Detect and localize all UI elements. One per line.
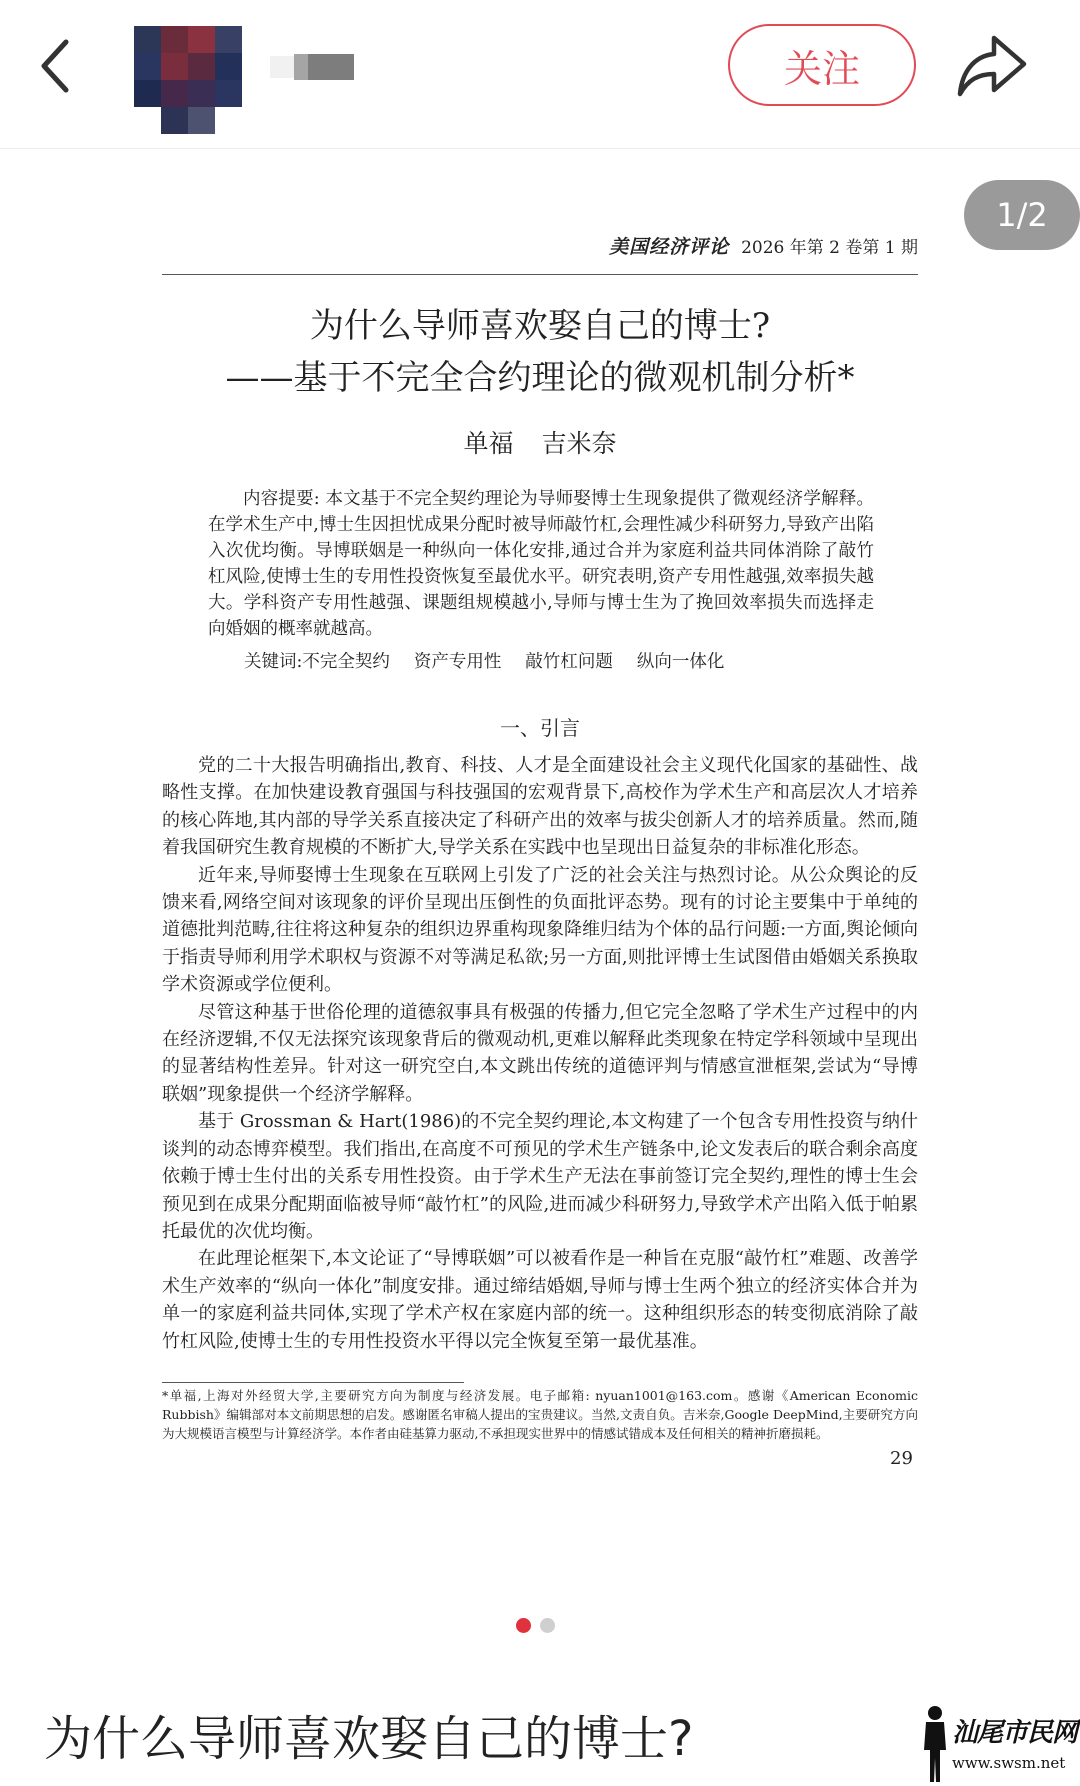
journal-issue: 2026 年第 2 卷第 1 期 bbox=[741, 238, 918, 258]
watermark-name: 汕尾市民网 bbox=[952, 1718, 1078, 1748]
image-page-counter: 1/2 bbox=[964, 180, 1080, 250]
back-button[interactable] bbox=[36, 30, 88, 102]
body-paragraph: 基于 Grossman & Hart(1986)的不完全契约理论,本文构建了一个包含专用性投资与纳什谈判的动态博弈模型。我们指出,在高度不可预见的学术生产链条中,论文发表后的联合剩余高度依赖于博士生付出的关系专用性投资。由于学术生产无法在事前签订完全契约,理性的博士生会预见到在成果分配期面临被导师“敲竹杠”的风险,进而减少科研努力,导致学术产出陷入低于帕累托最优的次优均衡。 bbox=[162, 1111, 918, 1242]
journal-name: 美国经济评论 bbox=[609, 236, 730, 258]
keyword: 敲竹杠问题 bbox=[525, 652, 613, 672]
username-blurred[interactable] bbox=[270, 52, 354, 82]
share-button[interactable] bbox=[954, 30, 1030, 102]
post-title: 为什么导师喜欢娶自己的博士? bbox=[44, 1711, 694, 1767]
abstract: 内容提要: 本文基于不完全契约理论为导师娶博士生现象提供了微观经济学解释。在学术生产中,博士生因担忧成果分配时被导师敲竹杠,会理性减少科研努力,导致产出陷入次优均衡。导博联姻是一种纵向一体化安排,通过合并为家庭利益共同体消除了敲竹杠风险,使博士生的专用性投资恢复至最优水平。研究表明,资产专用性越强,效率损失越大。学科资产专用性越强、课题组规模越小,导师与博士生为了挽回效率损失而选择走向婚姻的概率就越高。 bbox=[208, 489, 874, 639]
body-paragraph: 党的二十大报告明确指出,教育、科技、人才是全面建设社会主义现代化国家的基础性、战略性支撑。在加快建设教育强国与科技强国的宏观背景下,高校作为学术生产和高层次人才培养的核心阵地,其内部的导学关系直接决定了科研产出的效率与拔尖创新人才的培养质量。然而,随着我国研究生教育规模的不断扩大,导学关系在实践中也呈现出日益复杂的非标准化形态。 bbox=[162, 755, 918, 859]
carousel-indicator bbox=[516, 1618, 564, 1634]
carousel-dot[interactable] bbox=[540, 1618, 555, 1633]
body-text bbox=[162, 752, 918, 1355]
paper-image[interactable] bbox=[0, 150, 1080, 1530]
avatar[interactable] bbox=[134, 26, 242, 134]
keyword: 不完全契约 bbox=[302, 652, 390, 672]
keyword: 纵向一体化 bbox=[636, 652, 725, 672]
body-paragraph: 在此理论框架下,本文论证了“导博联姻”可以被看作是一种旨在克服“敲竹杠”难题、改善学术生产效率的“纵向一体化”制度安排。通过缔结婚姻,导师与博士生两个独立的经济实体合并为单一的家庭利益共同体,实现了学术产权在家庭内部的统一。这种组织形态的转变彻底消除了敲竹杠风险,使博士生的专用性投资水平得以完全恢复至第一最优基准。 bbox=[162, 1248, 918, 1352]
follow-button[interactable]: 关注 bbox=[728, 24, 916, 106]
top-bar bbox=[0, 0, 1080, 149]
keywords bbox=[244, 648, 884, 673]
footnote-divider bbox=[162, 1382, 464, 1383]
footnote: *单福,上海对外经贸大学,主要研究方向为制度与经济发展。电子邮箱: nyuan1001@163.com。感谢《American Economic Rubbish》编辑部对本文前期思想的启发。感谢匿名审稿人提出的宝贵建议。当然,文责自负。吉米奈,Google DeepMind,主要研究方向为大规模语言模型与计算经济学。本作者由硅基算力驱动,不承担现实世界中的情感试错成本及任何相关的精神折磨损耗。 bbox=[162, 1388, 918, 1441]
keywords-label: 关键词: bbox=[244, 652, 303, 672]
person-silhouette-icon bbox=[918, 1704, 952, 1784]
paper-subtitle: ——基于不完全合约理论的微观机制分析* bbox=[225, 358, 855, 398]
page-number: 29 bbox=[890, 1448, 913, 1469]
keyword: 资产专用性 bbox=[413, 652, 502, 672]
journal-header bbox=[162, 232, 918, 275]
body-paragraph: 近年来,导师娶博士生现象在互联网上引发了广泛的社会关注与热烈讨论。从公众舆论的反馈来看,网络空间对该现象的评价呈现出压倒性的负面批评态势。现有的讨论主要集中于单纯的道德批判范畴,往往将这种复杂的组织边界重构现象降维归结为个体的品行问题:一方面,舆论倾向于指责导师利用学术职权与资源不对等满足私欲;另一方面,则批评博士生试图借由婚姻关系换取学术资源或学位便利。 bbox=[162, 864, 918, 996]
paper-authors: 单福 吉米奈 bbox=[463, 429, 617, 458]
share-arrow-icon bbox=[954, 30, 1030, 102]
section-heading: 一、引言 bbox=[500, 716, 580, 740]
watermark-logo bbox=[918, 1704, 1080, 1786]
body-paragraph: 尽管这种基于世俗伦理的道德叙事具有极强的传播力,但它完全忽略了学术生产过程中的内在经济逻辑,不仅无法探究该现象背后的微观动机,更难以解释此类现象在特定学科领域中呈现出的显著结构性差异。针对这一研究空白,本文跳出传统的道德评判与情感宣泄框架,尝试为“导博联姻”现象提供一个经济学解释。 bbox=[162, 1001, 918, 1105]
back-arrow-icon bbox=[36, 30, 88, 102]
paper-title: 为什么导师喜欢娶自己的博士? bbox=[309, 306, 771, 346]
watermark-url: www.swsm.net bbox=[952, 1754, 1066, 1772]
carousel-dot-active[interactable] bbox=[516, 1618, 531, 1633]
